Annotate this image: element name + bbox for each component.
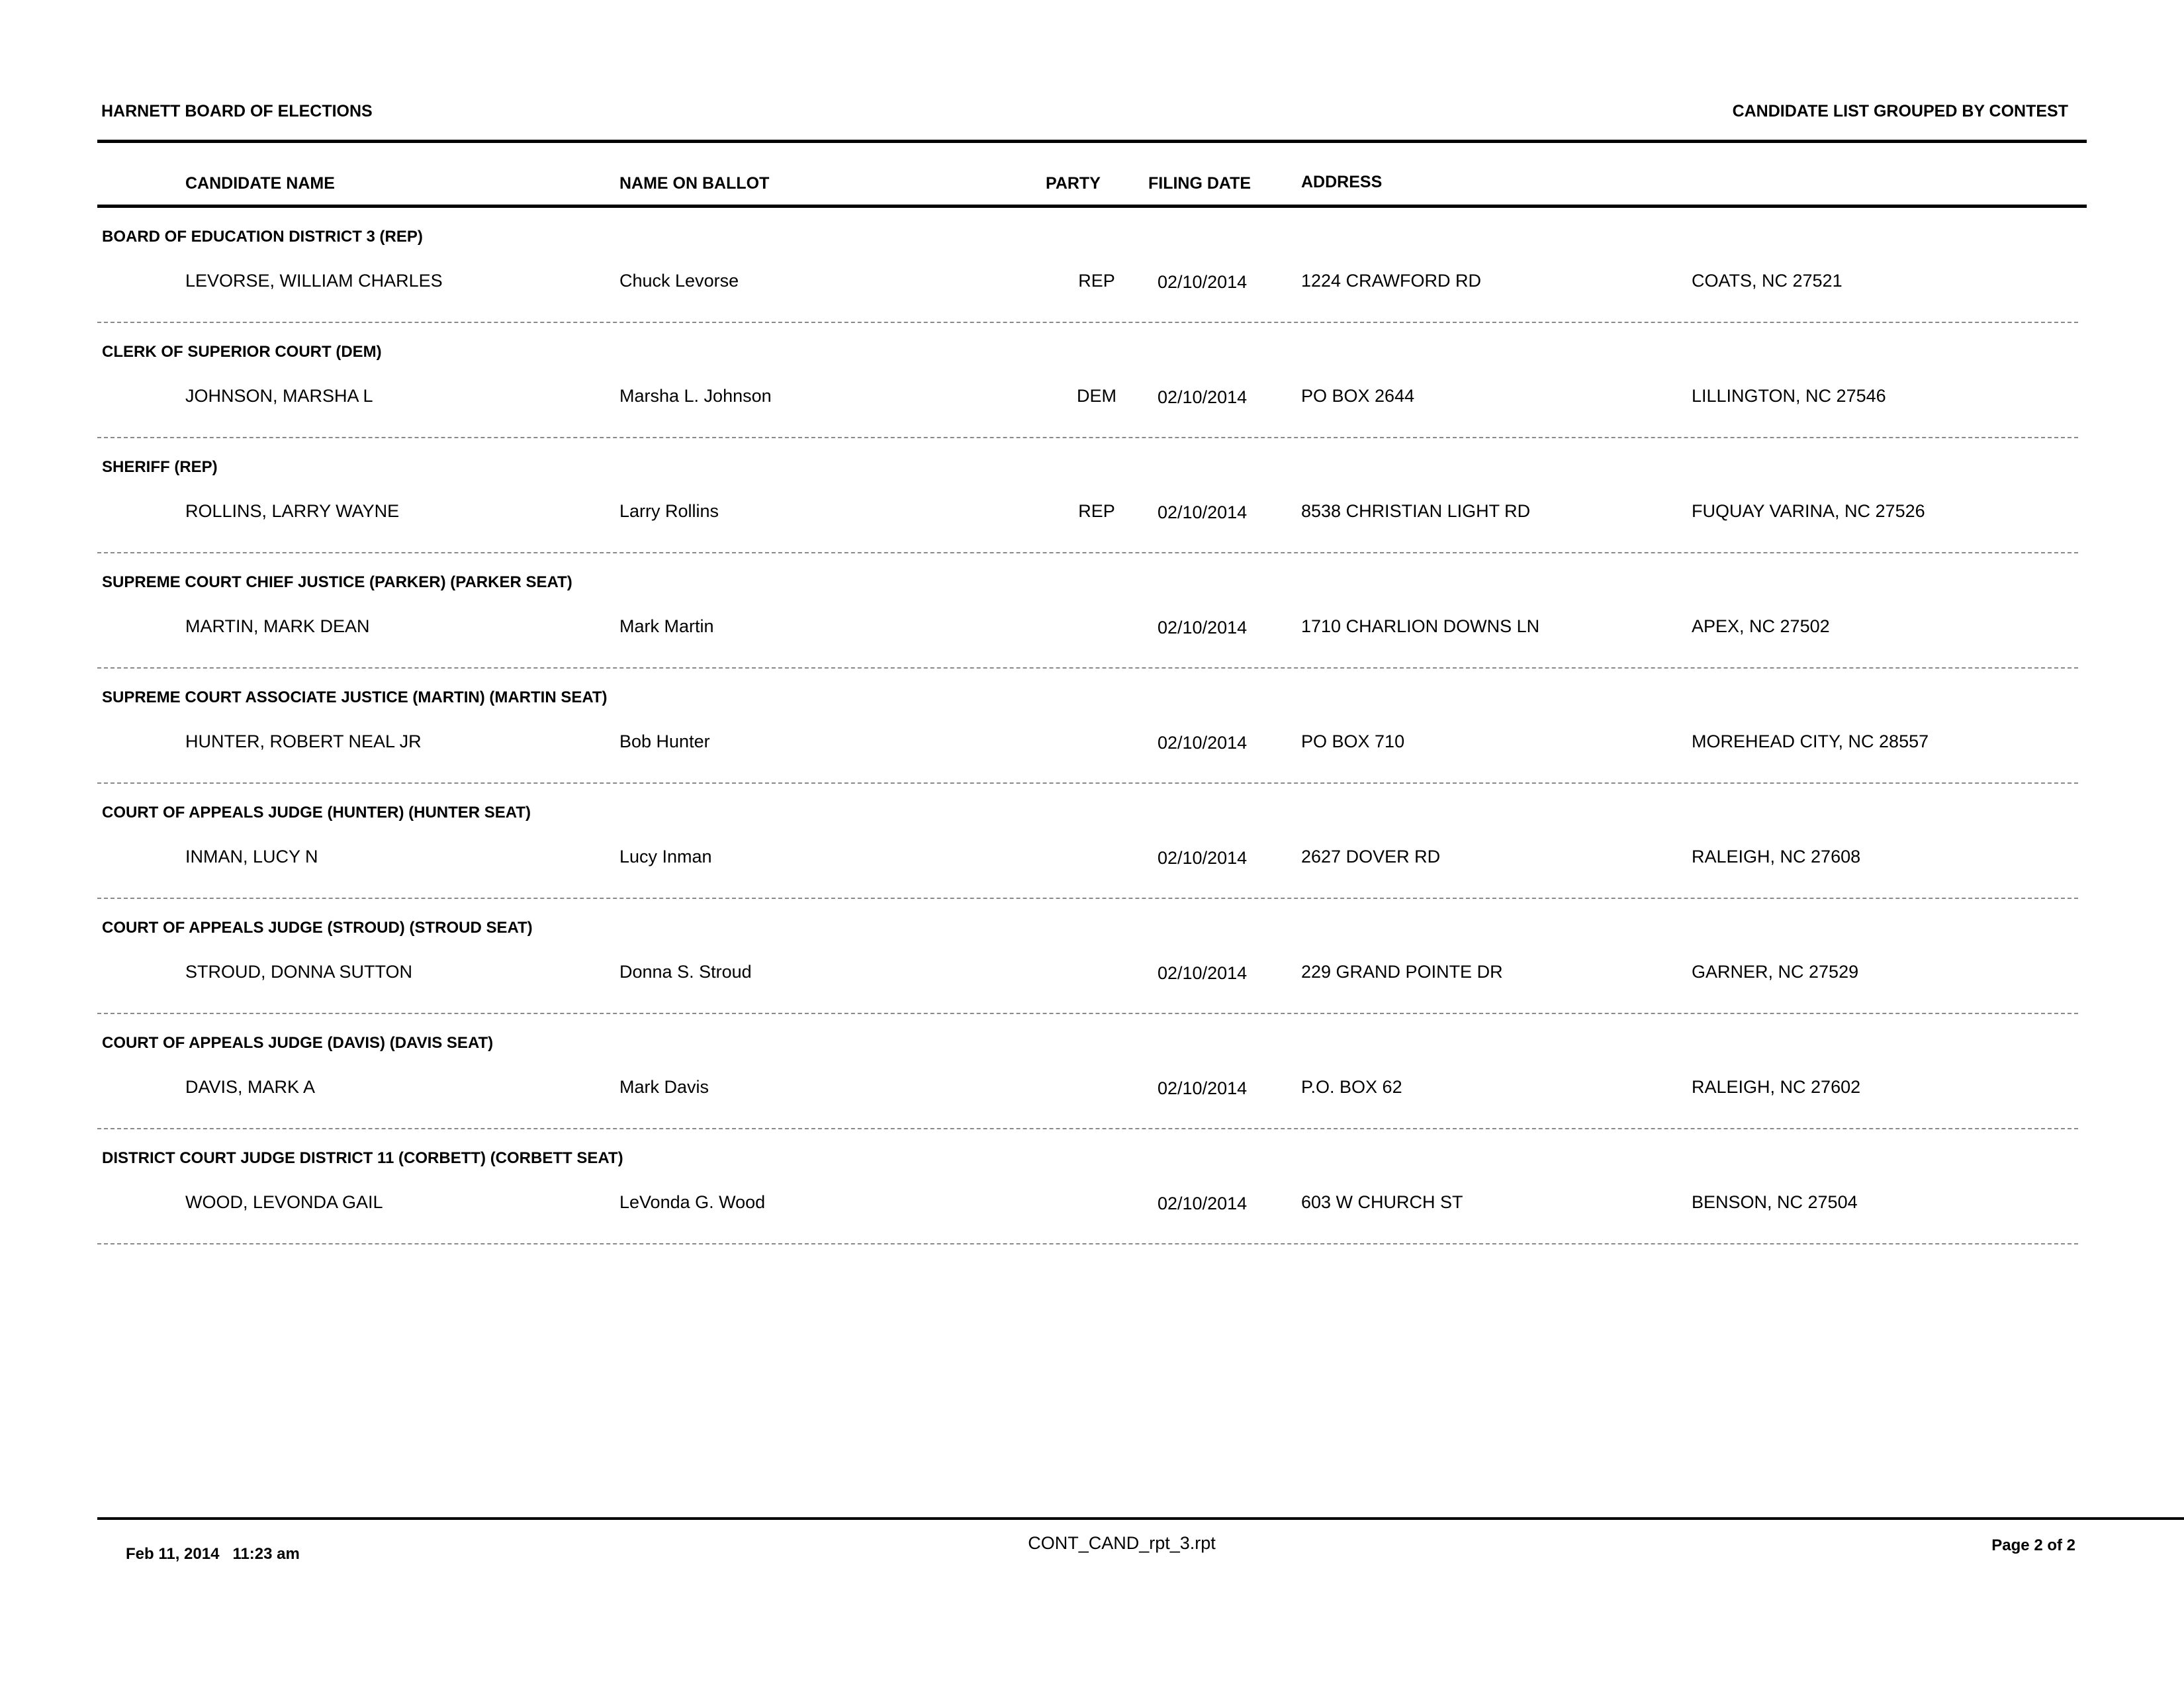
- report-generated-datetime: Feb 11, 2014 11:23 am: [126, 1545, 300, 1563]
- city-state-zip: MOREHEAD CITY, NC 28557: [1692, 731, 1929, 751]
- name-on-ballot: Chuck Levorse: [619, 271, 739, 291]
- candidate-name: HUNTER, ROBERT NEAL JR: [185, 731, 422, 751]
- city-state-zip: FUQUAY VARINA, NC 27526: [1692, 501, 1925, 521]
- contest-list: [0, 208, 2184, 1244]
- contest-title: CLERK OF SUPERIOR COURT (DEM): [102, 343, 382, 361]
- filing-date: 02/10/2014: [1158, 272, 1248, 292]
- filing-date: 02/10/2014: [1158, 1194, 1248, 1213]
- contest-group: [97, 669, 2078, 784]
- street-address: 8538 CHRISTIAN LIGHT RD: [1301, 501, 1531, 521]
- contest-group: [97, 323, 2078, 438]
- name-on-ballot: Donna S. Stroud: [619, 962, 752, 982]
- contest-title: SHERIFF (REP): [102, 458, 218, 476]
- candidate-name: ROLLINS, LARRY WAYNE: [185, 501, 400, 521]
- name-on-ballot: Mark Martin: [619, 616, 714, 636]
- city-state-zip: RALEIGH, NC 27608: [1692, 847, 1861, 867]
- contest-group: [97, 1014, 2078, 1129]
- filing-date: 02/10/2014: [1158, 387, 1248, 407]
- name-on-ballot: LeVonda G. Wood: [619, 1192, 766, 1212]
- party: REP: [1078, 501, 1115, 521]
- page-number: Page 2 of 2: [1991, 1536, 2075, 1554]
- filing-date: 02/10/2014: [1158, 848, 1248, 868]
- filing-date: 02/10/2014: [1158, 1078, 1248, 1098]
- contest-title: COURT OF APPEALS JUDGE (DAVIS) (DAVIS SEAT): [102, 1034, 494, 1052]
- street-address: P.O. BOX 62: [1301, 1077, 1402, 1097]
- filing-date: 02/10/2014: [1158, 963, 1248, 983]
- candidate-name: MARTIN, MARK DEAN: [185, 616, 370, 636]
- report-organization: HARNETT BOARD OF ELECTIONS: [101, 102, 373, 120]
- candidate-name: LEVORSE, WILLIAM CHARLES: [185, 271, 443, 291]
- name-on-ballot: Mark Davis: [619, 1077, 709, 1097]
- city-state-zip: APEX, NC 27502: [1692, 616, 1830, 636]
- name-on-ballot: Lucy Inman: [619, 847, 712, 867]
- contest-group: [97, 784, 2078, 899]
- contest-title: SUPREME COURT ASSOCIATE JUSTICE (MARTIN) (MARTIN SEAT): [102, 688, 608, 706]
- column-header-party: PARTY: [1046, 174, 1101, 193]
- city-state-zip: COATS, NC 27521: [1692, 271, 1843, 291]
- street-address: 229 GRAND POINTE DR: [1301, 962, 1503, 982]
- contest-group: [97, 1129, 2078, 1244]
- city-state-zip: BENSON, NC 27504: [1692, 1192, 1858, 1212]
- contest-group: [97, 899, 2078, 1014]
- filing-date: 02/10/2014: [1158, 733, 1248, 753]
- name-on-ballot: Marsha L. Johnson: [619, 386, 772, 406]
- candidate-name: WOOD, LEVONDA GAIL: [185, 1192, 383, 1212]
- column-header-candidate-name: CANDIDATE NAME: [185, 174, 335, 193]
- contest-title: DISTRICT COURT JUDGE DISTRICT 11 (CORBETT) (CORBETT SEAT): [102, 1149, 623, 1167]
- street-address: 603 W CHURCH ST: [1301, 1192, 1463, 1212]
- header-divider: [97, 140, 2087, 143]
- street-address: PO BOX 2644: [1301, 386, 1415, 406]
- candidate-name: JOHNSON, MARSHA L: [185, 386, 373, 406]
- street-address: PO BOX 710: [1301, 731, 1405, 751]
- column-header-address: ADDRESS: [1301, 173, 1383, 191]
- contest-group: [97, 208, 2078, 323]
- candidate-name: STROUD, DONNA SUTTON: [185, 962, 413, 982]
- column-header-filing-date: FILING DATE: [1148, 174, 1251, 193]
- street-address: 1710 CHARLION DOWNS LN: [1301, 616, 1540, 636]
- report-title: CANDIDATE LIST GROUPED BY CONTEST: [1732, 102, 2068, 120]
- contest-title: COURT OF APPEALS JUDGE (STROUD) (STROUD SEAT): [102, 919, 533, 937]
- party: DEM: [1077, 386, 1116, 406]
- contest-title: SUPREME COURT CHIEF JUSTICE (PARKER) (PARKER SEAT): [102, 573, 572, 591]
- report-filename: CONT_CAND_rpt_3.rpt: [1028, 1533, 1216, 1553]
- name-on-ballot: Bob Hunter: [619, 731, 710, 751]
- contest-group: [97, 553, 2078, 669]
- column-header-name-on-ballot: NAME ON BALLOT: [619, 174, 770, 193]
- filing-date: 02/10/2014: [1158, 502, 1248, 522]
- city-state-zip: GARNER, NC 27529: [1692, 962, 1859, 982]
- filing-date: 02/10/2014: [1158, 618, 1248, 637]
- city-state-zip: RALEIGH, NC 27602: [1692, 1077, 1861, 1097]
- street-address: 2627 DOVER RD: [1301, 847, 1441, 867]
- name-on-ballot: Larry Rollins: [619, 501, 719, 521]
- contest-title: COURT OF APPEALS JUDGE (HUNTER) (HUNTER SEAT): [102, 804, 531, 821]
- city-state-zip: LILLINGTON, NC 27546: [1692, 386, 1886, 406]
- candidate-name: INMAN, LUCY N: [185, 847, 318, 867]
- contest-group: [97, 438, 2078, 553]
- street-address: 1224 CRAWFORD RD: [1301, 271, 1482, 291]
- footer-divider: [97, 1517, 2184, 1520]
- candidate-name: DAVIS, MARK A: [185, 1077, 316, 1097]
- party: REP: [1078, 271, 1115, 291]
- contest-title: BOARD OF EDUCATION DISTRICT 3 (REP): [102, 228, 423, 246]
